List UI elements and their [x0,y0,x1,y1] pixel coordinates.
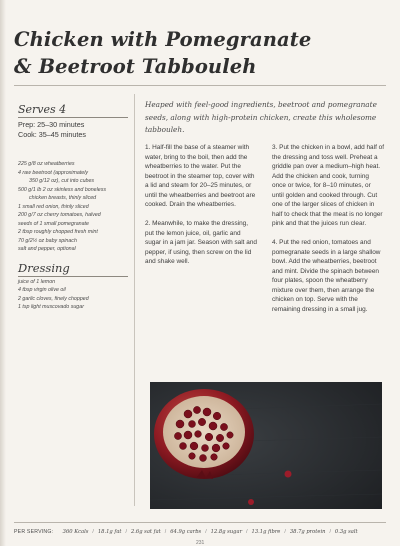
ingredients-sidebar [18,100,128,312]
dressing-heading: Dressing [18,261,128,277]
nutrition-separator: / [92,529,94,535]
nutrition-value: 38.7g protein [289,529,326,535]
prep-time: Prep: 25–30 minutes [18,120,85,129]
title-line-1: Chicken with Pomegranate [14,28,312,51]
nutrition-separator: / [164,529,167,535]
serves-heading: Serves 4 [18,103,128,118]
nutrition-separator: / [329,529,331,535]
column-divider [134,94,135,506]
ingredient-item: 200 g/7 oz cherry tomatoes, halved [18,212,101,219]
title-line-2: & Beetroot Tabbouleh [14,55,257,78]
ingredient-item: 70 g/2½ oz baby spinach [18,237,77,244]
ingredient-item: 1 small red onion, thinly sliced [18,203,89,210]
method-step: 2. Meanwhile, to make the dressing, put the lemon juice, oil, garlic and sugar in a jam jar. Season with salt and pepper, if using, then screw on the lid and shake well. [145,220,258,265]
ingredient-item: salt and pepper, optional [18,246,76,253]
nutrition-value: 13.1g fibre [251,529,281,535]
method-column-2 [272,143,384,324]
nutrition-value: 360 Kcals [62,529,89,535]
ingredient-item: seeds of 1 small pomegranate [18,220,89,227]
method-column-1 [145,143,257,276]
recipe-intro: Heaped with feel-good ingredients, beetroot and pomegranate seeds, along with high-protein chicken, create this wholesome tabbouleh. [145,100,377,134]
dressing-item: juice of 1 lemon [18,278,56,285]
per-serving-label: PER SERVING: [14,529,54,535]
page-number: 231 [196,540,205,546]
nutrition-separator: / [205,529,207,535]
nutrition-value: 12.8g sugar [210,529,243,535]
dressing-item: 4 tbsp virgin olive oil [18,287,66,294]
cook-time: Cook: 35–45 minutes [18,129,86,139]
timings [18,120,128,139]
dressing-list [18,278,128,312]
dressing-item: 2 garlic cloves, finely chopped [18,295,89,302]
title-divider [14,85,386,86]
recipe-title [14,26,344,80]
nutrition-separator: / [125,529,127,535]
ingredient-item: chicken breasts, thinly sliced [29,195,97,202]
nutrition-value: 2.6g sat fat [130,529,161,535]
ingredient-item: 350 g/12 oz), cut into cubes [29,178,95,185]
method-step: 4. Put the red onion, tomatoes and pomegranate seeds in a large shallow bowl. Add the wheatberries, beetroot and mint. Divide the spinach between four plates, spoon the wheatberry mixture over them, then arrange the chicken on top. Serve with the remaining dressing in a small jug. [272,239,381,313]
nutrition-value: 64.9g carbs [170,529,202,535]
nutrition-value: 18.1g fat [97,529,122,535]
nutrition-footer [14,522,386,535]
ingredient-item: 500 g/1 lb 2 oz skinless and boneless [18,186,107,193]
ingredients-list [18,160,128,254]
nutrition-separator: / [284,529,286,535]
method-step: 1. Half-fill the base of a steamer with water, bring to the boil, then add the wheatberries to the water. Put the beetroot in the steamer top, cover with a lid and steam for 20–25 minutes, or until the wheatberries and beetroot are cooked. Drain the wheatberries. [145,144,256,208]
ingredient-item: 4 raw beetroot (approximately [18,169,89,176]
method-step: 3. Put the chicken in a bowl, add half of the dressing and toss well. Preheat a griddle pan over a medium–high heat. Add the chicken and cook, turning once or twice, for 8–10 minutes, or until golden and cooked through. Cut one of the larger slices of chicken in half to check that the meat is no longer pink and that the juices run clear. [272,144,385,227]
dressing-item: 1 tsp light muscovado sugar [18,304,84,311]
pomegranate-half [154,389,254,479]
nutrition-separator: / [246,529,248,535]
ingredient-item: 225 g/8 oz wheatberries [18,161,75,168]
nutrition-value: 0.3g salt [334,529,358,535]
ingredient-item: 2 tbsp roughly chopped fresh mint [18,229,98,236]
page-gutter-shadow [0,0,6,546]
pomegranate-photo [150,382,382,509]
